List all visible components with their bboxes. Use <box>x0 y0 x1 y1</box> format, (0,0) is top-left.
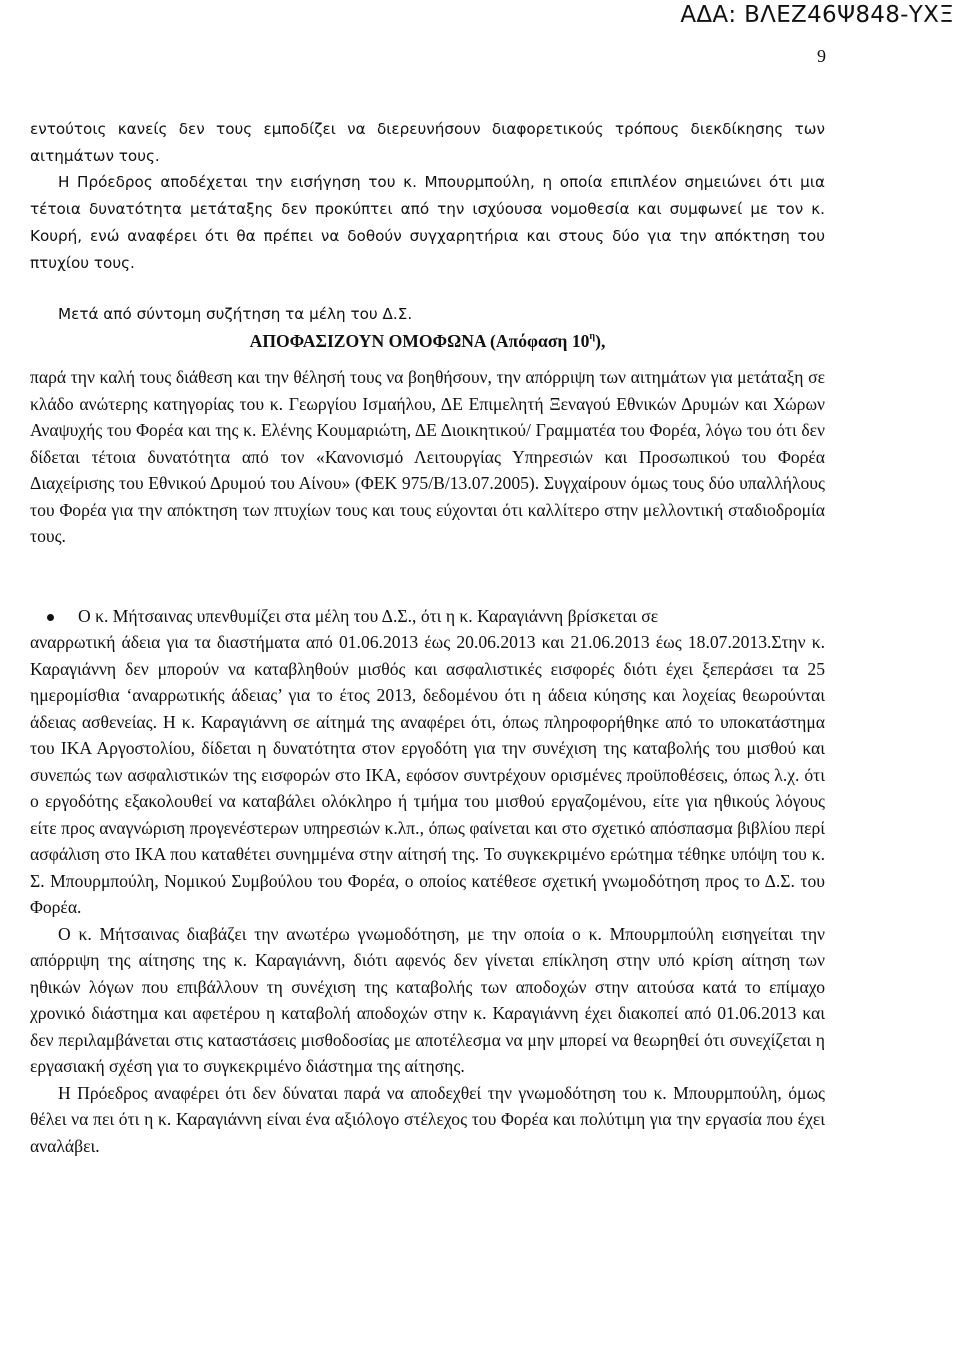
bullet-dot-icon <box>47 614 54 621</box>
decision-ordinal: η <box>589 330 596 342</box>
page-number: 9 <box>817 46 826 66</box>
document-body <box>30 116 825 1159</box>
paragraph-decision-body: παρά την καλή τους διάθεση και την θέλησή τους να βοηθήσουν, την απόρριψη των αιτημάτων για μετάταξη σε κλάδο ανώτερης κατηγορίας του κ. Γεωργίου Ισμαήλου, ΔΕ Επιμελητή Ξεναγού Εθνικών Δρυμών και Χώρων Αναψυχής του Φορέα και της κ. Ελένης Κουμαριώτη, ΔΕ Διοικητικού/ Γραμματέα του Φορέα, λόγω του ότι δεν δίδεται τέτοια δυνατότητα από τον «Κανονισμό Λειτουργίας Υπηρεσιών και Προσωπικού του Φορέα Διαχείρισης του Εθνικού Δρυμού του Αίνου» (ΦΕΚ 975/Β/13.07.2005). Συγχαίρουν όμως τους δύο υπαλλήλους του Φορέα για την απόκτηση των πτυχίων τους και τους εύχονται ότι καλλίτερο στην μελλοντική σταδιοδρομία τους. <box>30 367 825 547</box>
spacer <box>30 550 825 603</box>
paragraph-continuation: εντούτοις κανείς δεν τους εμποδίζει να διερευνήσουν διαφορετικούς τρόπους διεκδίκησης των αιτημάτων τους. <box>30 120 825 165</box>
paragraph-discussion: Μετά από σύντομη συζήτηση τα μέλη του Δ.Σ. <box>58 305 413 324</box>
spacer <box>30 276 825 301</box>
bullet-item-first-line: Ο κ. Μήτσαινας υπενθυμίζει στα μέλη του Δ.Σ., ότι η κ. Καραγιάννη βρίσκεται σε <box>78 605 659 626</box>
paragraph-opinion: Ο κ. Μήτσαινας διαβάζει την ανωτέρω γνωμοδότηση, με την οποία ο κ. Μπουρμπούλη εισηγείται την απόρριψη της αίτησης της κ. Καραγιάννη, διότι αφενός δεν γίνεται επίκληση στην υπό κρίση αίτηση των ηθικών λόγων που επιβάλλουν τη συνέχιση της καταβολής των αποδοχών στην αιτούσα κατά το επίμαχο χρονικό διάστημα και αφετέρου η καταβολή αποδοχών στην κ. Καραγιάννη έχει διακοπεί από 01.06.2013 και δεν περιλαμβάνεται στις καταστάσεις μισθοδοσίας με αποτέλεσμα να μην μπορεί να θεωρηθεί ότι συνεχίζεται η εργασιακή σχέση για το συγκεκριμένο διάστημα της αίτησης. <box>30 923 825 1077</box>
paragraph-president-remarks: Η Πρόεδρος αναφέρει ότι δεν δύναται παρά να αποδεχθεί την γνωμοδότηση του κ. Μπουρμπούλη, όμως θέλει να πει ότι η κ. Καραγιάννη είναι ένα αξιόλογο στέλεχος του Φορέα και πολύτιμη για την εργασία που έχει αναλάβει. <box>30 1082 825 1156</box>
bullet-item-body: αναρρωτική άδεια για τα διαστήματα από 01.06.2013 έως 20.06.2013 και 21.06.2013 έως 18.07.2013.Στην κ. Καραγιάννη δεν μπορούν να καταβληθούν μισθός και ασφαλιστικές εισφορές διότι έχει ξεπεράσει τα 25 ημερομίσθια ‘αναρρωτικής άδειας’ για το έτος 2013, δεδομένου ότι η άδεια κύησης και λοχείας θεωρούνται άδειας ασθενείας. Η κ. Καραγιάννη σε αίτημά της αναφέρει ότι, όπως πληροφορήθηκε από το υποκατάστημα του ΙΚΑ Αργοστολίου, δίδεται η δυνατότητα στον εργοδότη για την συνέχιση της καταβολής του μισθού και συνεπώς των ασφαλιστικών της εισφορών στο ΙΚΑ, εφόσον συντρέχουν ορισμένες προϋποθέσεις, όπως λ.χ. ότι ο εργοδότης εξακολουθεί να καταβάλει ολόκληρο ή τμήμα του μισθού εργαζομένου, είτε για ηθικούς λόγους είτε προς αναγνώριση προγενέστερων υπηρεσιών κ.λπ., όπως φαίνεται και στο σχετικό απόσπασμα βιβλίου περί ασφάλιση στο ΙΚΑ που καταθέτει συνημμένα στην αίτησή της. Το συγκεκριμένο ερώτημα τέθηκε υπόψη του κ. Σ. Μπουρμπούλη, Νομικού Συμβούλου του Φορέα, ο οποίος κατέθεσε σχετική γνωμοδότηση προς το Δ.Σ. του Φορέα. <box>30 632 825 918</box>
decision-heading-close: ), <box>595 330 606 351</box>
document-code: ΑΔΑ: ΒΛΕΖ46Ψ848-ΥΧΞ <box>680 2 954 28</box>
bullet-item <box>30 603 825 921</box>
decision-heading-text: ΑΠΟΦΑΣΙΖΟΥΝ ΟΜΟΦΩΝΑ (Απόφαση 10 <box>249 330 590 351</box>
decision-heading <box>30 328 825 355</box>
paragraph-president-acceptance: Η Πρόεδρος αποδέχεται την εισήγηση του κ. Μπουρμπούλη, η οποία επιπλέον σημειώνει ότι μια τέτοια δυνατότητα μετάταξης δεν προκύπτει από την ισχύουσα νομοθεσία και συμφωνεί με τον κ. Κουρή, ενώ αναφέρει ότι θα πρέπει να δοθούν συγχαρητήρια και στους δύο για την απόκτηση του πτυχίου τους. <box>30 173 825 272</box>
